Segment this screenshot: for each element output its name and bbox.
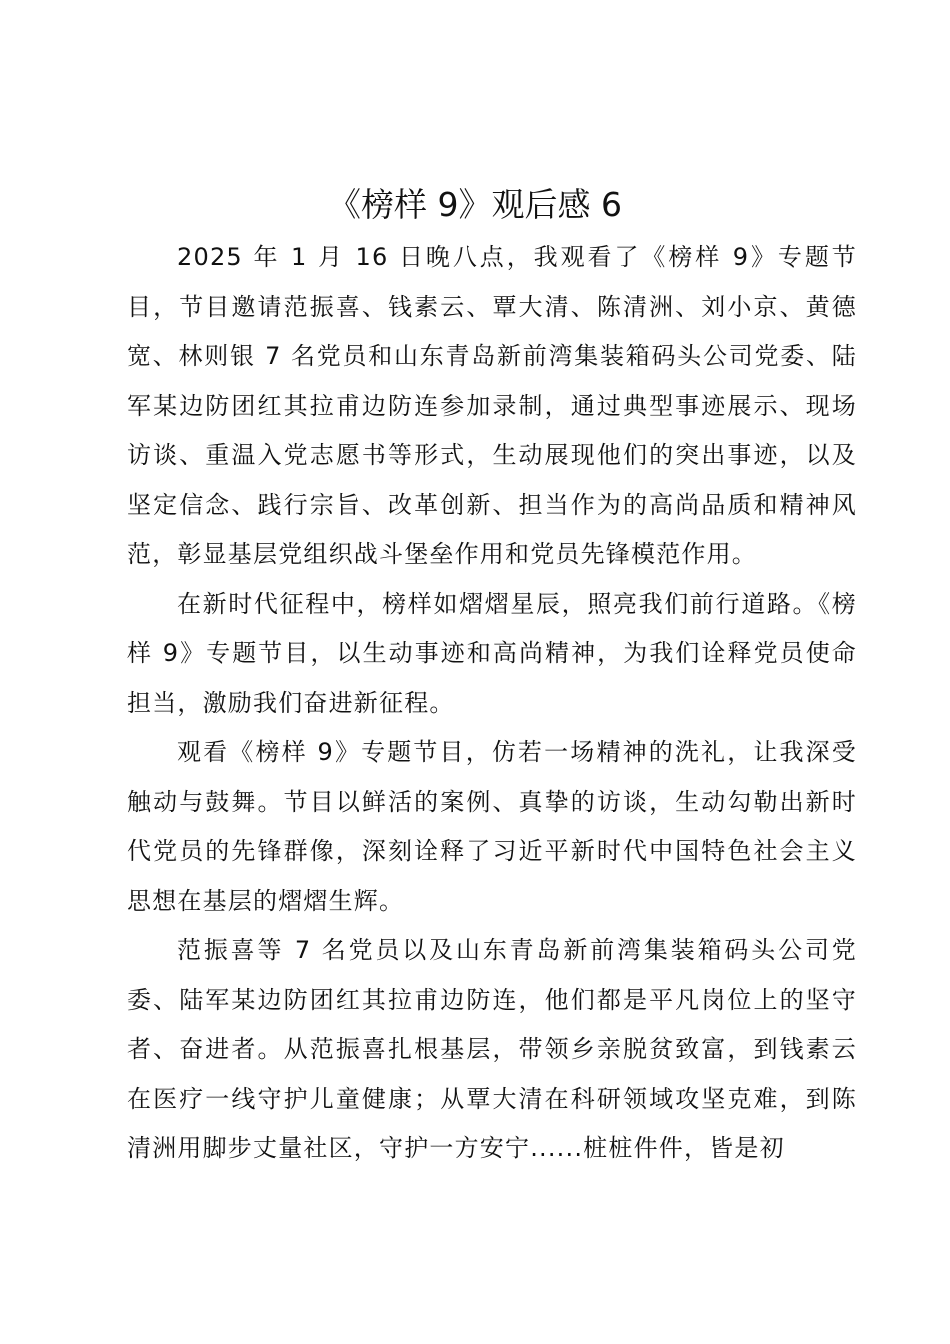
paragraph-3: 观看《榜样 9》专题节目，仿若一场精神的洗礼，让我深受触动与鼓舞。节目以鲜活的案例、真挚的访谈，生动勾勒出新时代党员的先锋群像，深刻诠释了习近平新时代中国特色社会主义思想在基层的熠熠生辉。 <box>127 738 857 915</box>
paragraph-1: 2025 年 1 月 16 日晚八点，我观看了《榜样 9》专题节目，节目邀请范振喜、钱素云、覃大清、陈清洲、刘小京、黄德宽、林则银 7 名党员和山东青岛新前湾集装箱码头公司党委、陆军某边防团红其拉甫边防连参加录制，通过典型事迹展示、现场访谈、重温入党志愿书等形式，生动展现他们的突出事迹，以及坚定信念、践行宗旨、改革创新、担当作为的高尚品质和精神风范，彰显基层党组织战斗堡垒作用和党员先锋模范作用。 <box>127 243 857 568</box>
document-title: 《榜样 9》观后感 6 <box>328 185 622 224</box>
document-body <box>127 233 857 1174</box>
paragraph-4: 范振喜等 7 名党员以及山东青岛新前湾集装箱码头公司党委、陆军某边防团红其拉甫边防连，他们都是平凡岗位上的坚守者、奋进者。从范振喜扎根基层，带领乡亲脱贫致富，到钱素云在医疗一线守护儿童健康；从覃大清在科研领域攻坚克难，到陈清洲用脚步丈量社区，守护一方安宁......桩桩件件，皆是初 <box>127 936 857 1162</box>
paragraph-2: 在新时代征程中，榜样如熠熠星辰，照亮我们前行道路。《榜样 9》专题节目，以生动事迹和高尚精神，为我们诠释党员使命担当，激励我们奋进新征程。 <box>127 589 857 717</box>
